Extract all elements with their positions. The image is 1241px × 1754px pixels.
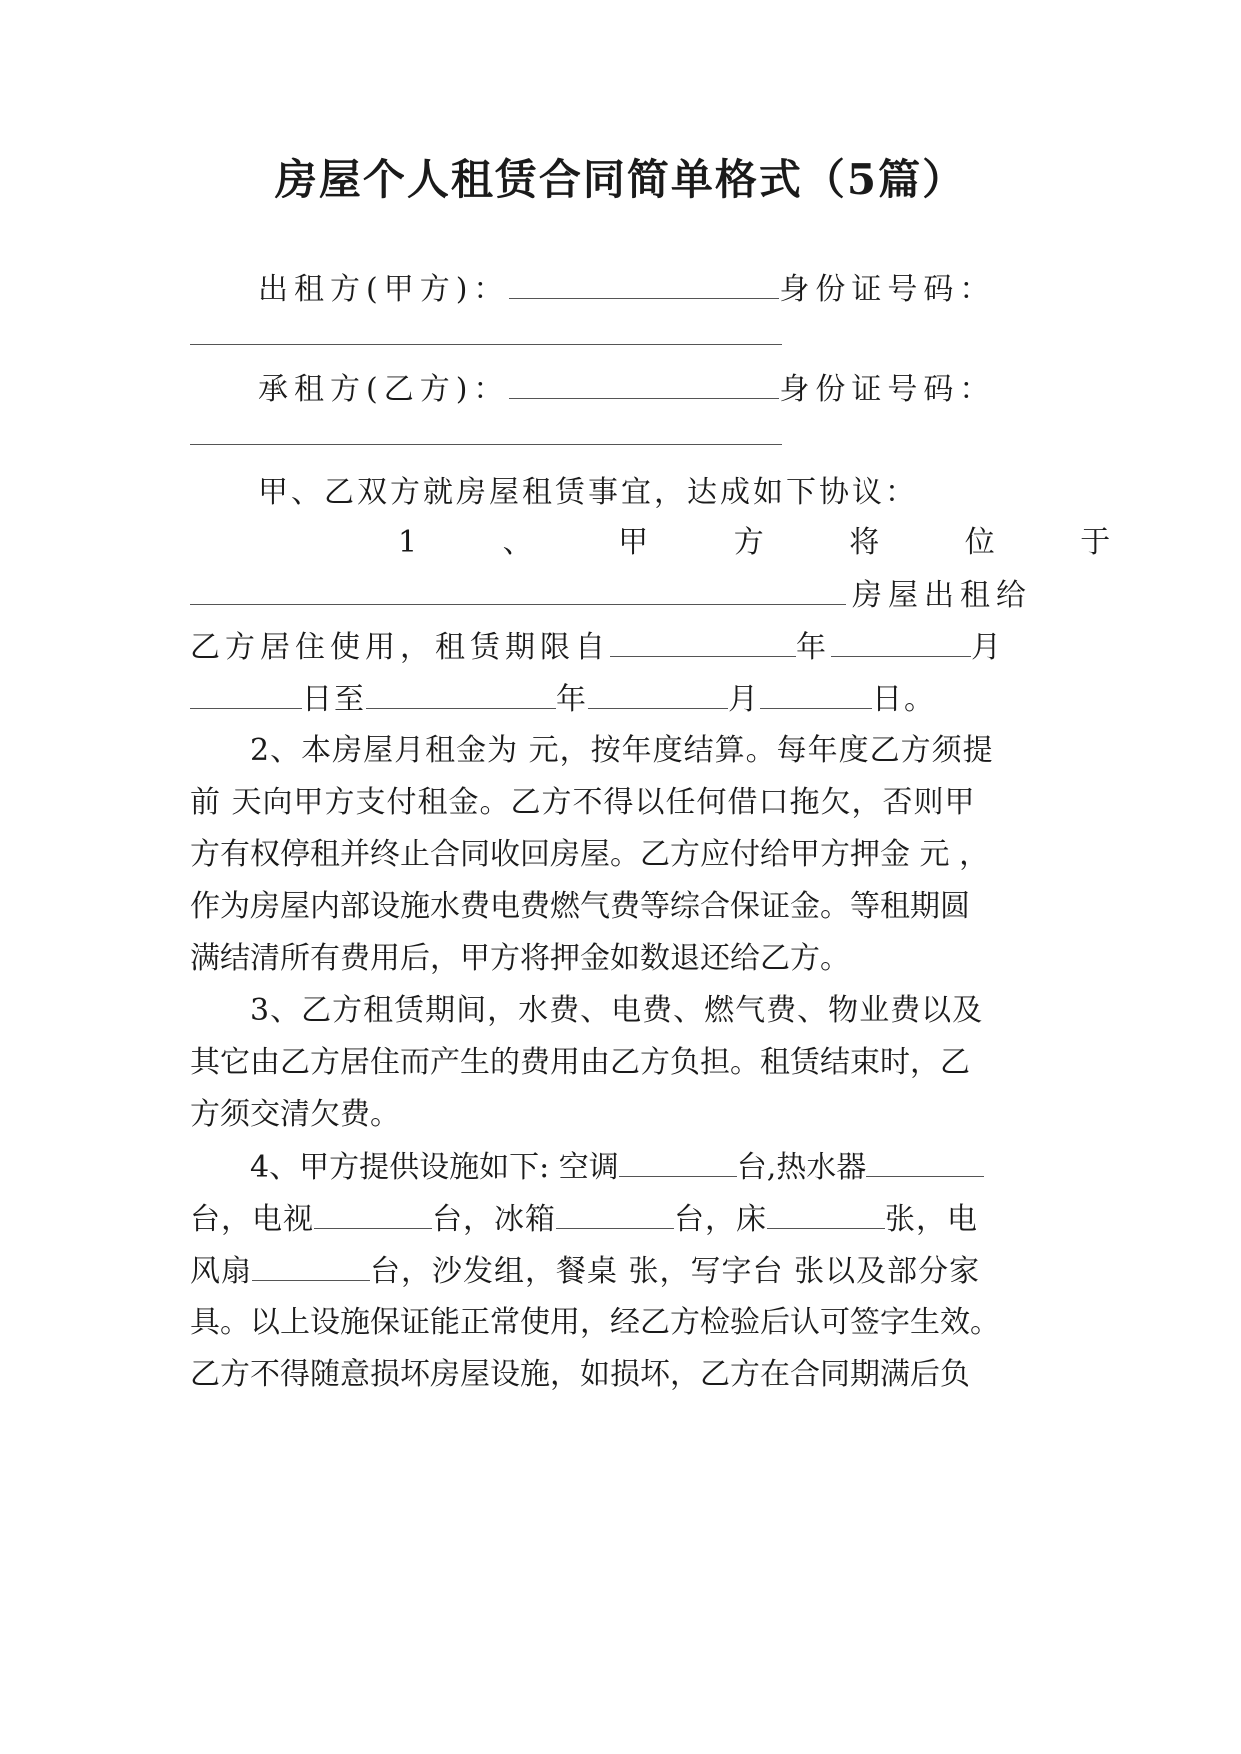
clause1-rent-to: 房屋出租给 (852, 578, 1032, 613)
clause1-line4 (190, 678, 1054, 721)
ac-unit: 台 (736, 1150, 767, 1185)
lessee-id-label: 身份证号码： (779, 372, 996, 407)
clause3-line2: 其它由乙方居住而产生的费用由乙方负担。租赁结束时，乙 (190, 1045, 970, 1080)
start-month-label: 月 (971, 630, 1006, 665)
tv-label: 台，电视 (190, 1202, 314, 1237)
clause2-line4: 作为房屋内部设施水费电费燃气费等综合保证金。等租期圆 (190, 889, 970, 924)
fan-label-end: 风扇 (190, 1254, 252, 1289)
fan-label-start: 张，电 (885, 1202, 978, 1237)
clause3-line3: 方须交清欠费。 (190, 1097, 400, 1132)
lessee-label: 承租方(乙方)： (258, 372, 510, 407)
ac-count-blank (619, 1146, 737, 1177)
bed-label: 台，床 (674, 1202, 767, 1237)
tv-count-blank (314, 1198, 432, 1229)
start-day-blank (190, 678, 302, 709)
clause2-line5: 满结清所有费用后，甲方将押金如数退还给乙方。 (190, 941, 850, 976)
fan-count-blank (252, 1250, 370, 1281)
clause1-term-from: 乙方居住使用，租赁期限自 (190, 630, 610, 665)
clause4-line3 (190, 1250, 1054, 1293)
lessee-id-blank (190, 444, 782, 445)
clause4-line1 (250, 1146, 1054, 1189)
end-day-blank (760, 678, 872, 709)
document-title: 房屋个人租赁合同简单格式（5篇） (274, 155, 967, 204)
clause1-line1: 1 、 甲 方 将 位 于 (398, 525, 1125, 560)
end-month-blank (588, 678, 728, 709)
start-year-label: 年 (796, 630, 831, 665)
clause4-line4: 具。以上设施保证能正常使用，经乙方检验后认可签字生效。 (190, 1305, 1000, 1340)
lessor-id-blank (190, 344, 782, 345)
clause2-line2: 前 天向甲方支付租金。乙方不得以任何借口拖欠，否则甲 (190, 785, 976, 820)
heater-label: ,热水器 (766, 1150, 867, 1185)
bed-count-blank (767, 1198, 885, 1229)
fridge-label: 台，冰箱 (432, 1202, 556, 1237)
furniture-list: 台，沙发组，餐桌 张，写字台 张以及部分家 (370, 1254, 981, 1289)
start-month-blank (831, 626, 971, 657)
heater-count-blank (866, 1146, 984, 1177)
lessor-line (258, 268, 1054, 311)
day-to-label: 日至 (302, 682, 366, 717)
lessor-label: 出租方(甲方)： (258, 272, 510, 307)
lessee-line (258, 368, 1054, 411)
end-year-blank (366, 678, 556, 709)
clause4-line5: 乙方不得随意损坏房屋设施，如损坏，乙方在合同期满后负 (190, 1357, 970, 1392)
clause4-line2 (190, 1198, 1054, 1241)
clause2-line1: 2、本房屋月租金为 元，按年度结算。每年度乙方须提 (250, 733, 994, 768)
start-year-blank (610, 626, 796, 657)
fridge-count-blank (556, 1198, 674, 1229)
clause4-intro: 4、甲方提供设施如下: 空调 (250, 1150, 619, 1185)
lessor-id-label: 身份证号码： (779, 272, 996, 307)
clause3-line1: 3、乙方租赁期间，水费、电费、燃气费、物业费以及 (250, 993, 984, 1028)
lessor-name-blank (509, 268, 779, 299)
end-day-label: 日。 (872, 682, 936, 717)
clause1-line3 (190, 626, 1054, 669)
end-month-label: 月 (728, 682, 760, 717)
lessee-name-blank (509, 368, 779, 399)
intro-line: 甲、乙双方就房屋租赁事宜，达成如下协议： (258, 475, 918, 510)
end-year-label: 年 (556, 682, 588, 717)
clause1-line2 (190, 574, 1054, 617)
clause2-line3: 方有权停租并终止合同收回房屋。乙方应付给甲方押金 元 ， (190, 837, 990, 872)
address-blank (190, 574, 846, 605)
